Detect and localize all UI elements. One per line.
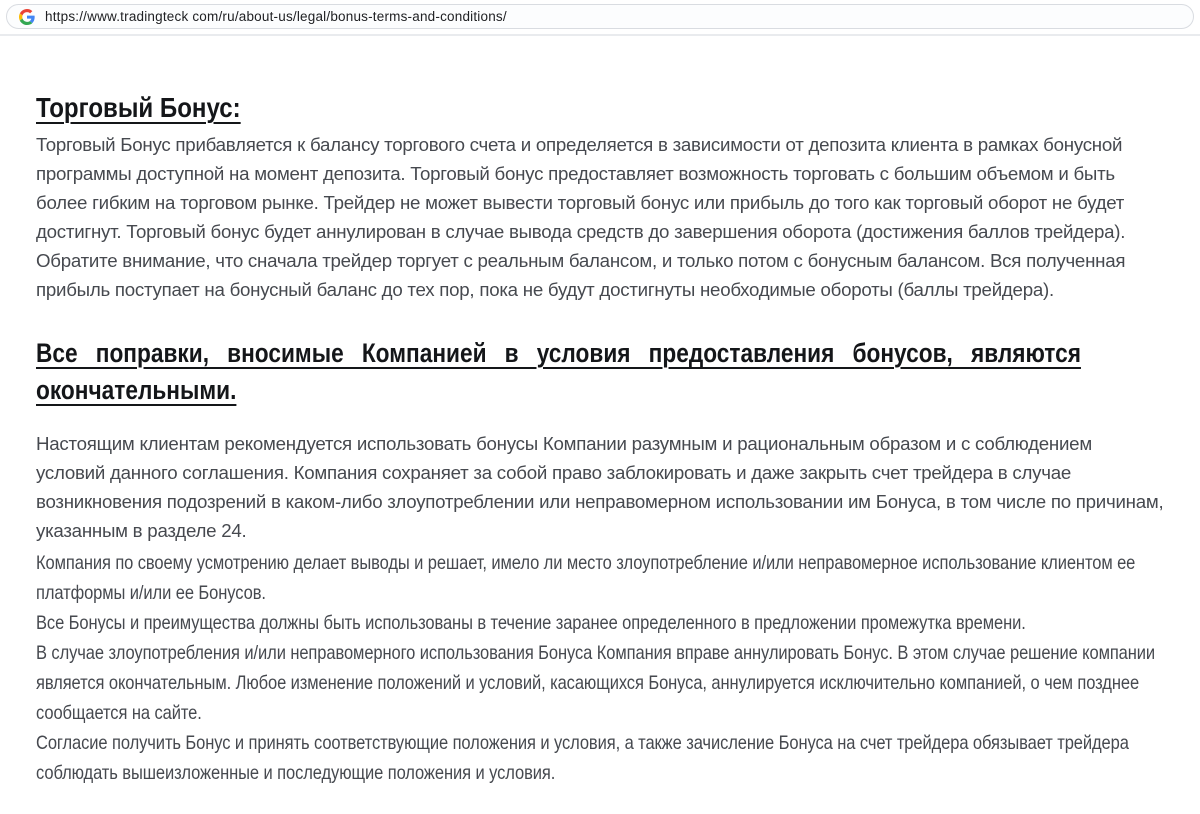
url-text[interactable]: https://www.tradingteck com/ru/about-us/legal/bonus-terms-and-conditions/ [45, 9, 507, 24]
address-bar[interactable] [6, 4, 1194, 29]
paragraph-bonus-annulment: В случае злоупотребления и/или неправомерного использования Бонуса Компания вправе аннулировать Бонус. В этом случае решение компании является окончательным. Любое изменение положений и условий, касающихся Бонуса, аннулируется исключительно компанией, о чем позднее сообщается на сайте. [36, 643, 1156, 724]
paragraph-trading-bonus: Торговый Бонус прибавляется к балансу торгового счета и определяется в зависимости от депозита клиента в рамках бонусной программы доступной на момент депозита. Торговый бонус предоставляет возможность торговать с большим объемом и быть более гибким на торговом рынке. Трейдер не может вывести торговый бонус или прибыль до того как торговый оборот не будет достигнут. Торговый бонус будет аннулирован в случае вывода средств до завершения оборота (достижения баллов трейдера). Обратите внимание, что сначала трейдер торгует с реальным балансом, и только потом с бонусным балансом. Вся полученная прибыль поступает на бонусный баланс до тех пор, пока не будут достигнуты необходимые обороты (баллы трейдера). [36, 134, 1126, 300]
page-content [0, 72, 1200, 789]
paragraph-bonus-timeframe: Все Бонусы и преимущества должны быть использованы в течение заранее определенного в предложении промежутка времени. [36, 613, 1026, 634]
section-heading-line1: Все поправки, вносимые Компанией в условия предоставления бонусов, являются [36, 338, 1081, 368]
paragraph-company-discretion: Компания по своему усмотрению делает выводы и решает, имело ли место злоупотребление и/или неправомерное использование клиентом ее платформы и/или ее Бонусов. [36, 553, 1136, 604]
paragraph-recommendation: Настоящим клиентам рекомендуется использовать бонусы Компании разумным и рациональным образом и с соблюдением условий данного соглашения. Компания сохраняет за собой право заблокировать и даже закрыть счет трейдера в случае возникновения подозрений в каком-либо злоупотреблении или неправомерном использовании им Бонуса, в том числе по причинам, указанным в разделе 24. [36, 433, 1164, 541]
section-heading-amendments [36, 336, 1164, 407]
browser-topbar [0, 0, 1200, 36]
section-heading-line2: окончательными. [36, 375, 237, 405]
condensed-terms-block [36, 549, 1164, 789]
google-favicon-icon [19, 9, 35, 25]
page-title: Торговый Бонус: [36, 91, 241, 123]
paragraph-bonus-consent: Согласие получить Бонус и принять соответствующие положения и условия, а также зачисление Бонуса на счет трейдера обязывает трейдера соблюдать вышеизложенные и последующие положения и условия. [36, 733, 1129, 784]
